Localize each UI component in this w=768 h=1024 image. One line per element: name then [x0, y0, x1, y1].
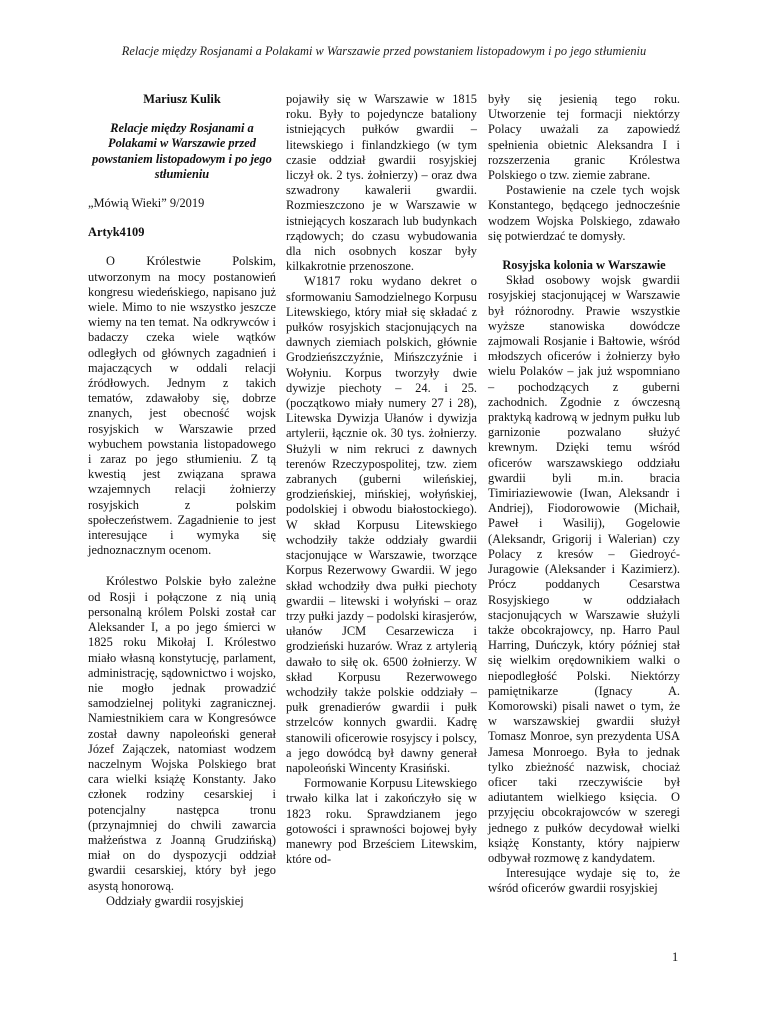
paragraph: Oddziały gwardii rosyjskiej	[106, 893, 244, 908]
page-number: 1	[672, 950, 679, 964]
column-3	[488, 92, 680, 897]
column-2	[286, 92, 477, 867]
paragraph: były się jesienią tego roku. Utworzenie tej formacji niektórzy Polacy uważali za zapowiedź spełnienia obietnic Aleksandra I i rozszerzenia granic Królestwa Polskiego o tzw. ziemie zabrane.	[488, 92, 680, 183]
paragraph: Formowanie Korpusu Litewskiego trwało kilka lat i zakończyło się w 1823 roku. Sprawdzianem jego gotowości i sprawności bojowej były manewry pod Brześciem Litewskim, które od-	[286, 776, 477, 867]
article-title: Relacje między Rosjanami a Polakami w Warszawie przed powstaniem listopadowym i po jego stłumieniu	[92, 121, 272, 181]
paragraph: Postawienie na czele tych wojsk Konstantego, będącego jednocześnie wodzem Wojska Polskiego, zdawało się potwierdzać te domysły.	[488, 183, 680, 243]
paragraph: W1817 roku wydano dekret o sformowaniu Samodzielnego Korpusu Litewskiego, który miał się składać z pułków rosyjskich stacjonujących na dawnych ziemiach polskich, głównie Grodzieńszczyźnie, Mińszczyźnie i Wołyniu. Korpus tworzyły dwie dywizje piechoty – 24. i 25. (początkowo miały numery 27 i 28), Litewska Dywizja Ułanów i dywizja artylerii, łącznie ok. 30 tys. żołnierzy. Służyli w nim rekruci z dawnych terenów Rzeczypospolitej, tzw. ziem zabranych (guberni wileńskiej, grodzieńskiej, mińskiej, wołyńskiej, podolskiej i obwodu białostockiego). W skład Korpusu Litewskiego wchodziły także oddziały gwardii stacjonujące w Warszawie, tworzące Korpus Rezerwowy Gwardii. W jego skład wchodziły dwa pułki piechoty gwardii – litewski i wołyński – oraz trzy pułki jazdy – podolski kirasjerów, ułanów JCM Cesarzewicza i grodzieński huzarów. Wraz z artylerią dawało to siłę ok. 6500 żołnierzy. W skład Korpusu Rezerwowego wchodziły także polskie oddziały – pułk grenadierów gwardii i pułk strzelców konnych gwardii. Kadrę stanowili oficerowie rosyjscy i polscy, a jego dowódcą był dawny generał napoleoński Wincenty Krasiński.	[286, 274, 477, 775]
paragraph: Królestwo Polskie było zależne od Rosji i połączone z nią unią personalną królem Polski został car Aleksander I, a po jego śmierci w 1825 roku Mikołaj I. Królestwo miało własną konstytucję, parlament, administrację, sądownictwo i wojsko, nie mogło jednak prowadzić samodzielnej polityki zagranicznej. Namiestnikiem cara w Kongresówce został dawny napoleoński generał Józef Zajączek, natomiast wodzem naczelnym Wojska Polskiego brat cara wielki książę Konstanty. Jako członek rodziny cesarskiej i potencjalny następca tronu (przynajmniej do chwili zawarcia małżeństwa z Joanną Grudzińską) miał on do dyspozycji oddział gwardii cesarskiej, który był jego asystą honorową.	[88, 574, 276, 893]
section-heading: Rosyjska kolonia w Warszawie	[502, 258, 666, 273]
article-source: „Mówią Wieki” 9/2019	[88, 196, 205, 211]
article-id: Artyk4109	[88, 225, 145, 240]
paragraph: Interesujące wydaje się to, że wśród oficerów gwardii rosyjskiej	[488, 866, 680, 896]
paragraph: Skład osobowy wojsk gwardii rosyjskiej stacjonującej w Warszawie był różnorodny. Prawie wszystkie wyższe stanowiska dowódcze zajmowali Rosjanie i Bałtowie, wśród młodszych oficerów i żołnierzy było wielu Polaków – jak już wspomniano – pochodzących z guberni zachodnich. Zgodnie z ówczesną praktyką kadrową w jednym pułku lub garnizonie pozwalano służyć krewnym. Dzięki temu wśród oficerów warszawskiego oddziału gwardii byli m.in. bracia Timiriaziewowie (Iwan, Aleksandr i Andriej), Fiodorowowie (Michaił, Paweł i Wasilij), Gogelowie (Aleksandr, Grigorij i Walerian) czy Polacy z kresów – Giedroyć-Juragowie (Aleksander i Kazimierz). Prócz poddanych Cesarstwa Rosyjskiego w oddziałach stacjonujących w Warszawie służyli także obcokrajowcy, np. Harro Paul Harring, Duńczyk, który później stał się wielkim orędownikiem walki o niepodległość Polski. Niektórzy pamiętnikarze (Ignacy A. Komorowski) pisali nawet o tym, że w warszawskiej gwardii służył Tomasz Monroe, syn prezydenta USA Jamesa Monroego. Była to jednak tylko zbieżność nazwisk, chociaż oficer taki rzeczywiście był adiutantem wielkiego księcia. O przyjęciu obcokrajowców w szeregi jednego z pułków decydował wielki książę Konstanty, który najpierw odbywał rozmowę z kandydatem.	[488, 273, 680, 865]
author-name: Mariusz Kulik	[143, 92, 221, 106]
paragraph: pojawiły się w Warszawie w 1815 roku. Były to pojedyncze bataliony istniejących pułków gwardii – litewskiego i finlandzkiego (w tym czasie oddział gwardii rosyjskiej liczył ok. 2 tys. żołnierzy) – oraz dwa szwadrony kawalerii gwardii. Rozmieszczono je w Warszawie w istniejących koszarach lub budynkach rządowych; do czasu wybudowania dla nich osobnych koszar były kilkakrotnie przenoszone.	[286, 92, 477, 274]
column-1	[88, 92, 276, 909]
running-header: Relacje między Rosjanami a Polakami w Warszawie przed powstaniem listopadowym i po jego stłumieniu	[121, 44, 647, 58]
paragraph: O Królestwie Polskim, utworzonym na mocy postanowień kongresu wiedeńskiego, napisano już wiele. Mimo to nie wszystko jeszcze wiemy na ten temat. Na odkrywców i badaczy czeka wiele wątków odległych od głównych zagadnień i majaczących w oddali relacji źródłowych. Jednym z takich tematów, zdawałoby się, dobrze znanych, jest obecność wojsk rosyjskich w Warszawie przed wybuchem powstania listopadowego i zaraz po jego stłumieniu. Z tą kwestią jest związana sprawa wzajemnych relacji żołnierzy rosyjskich z polskim społeczeństwem. Zagadnienie to jest interesujące i wymyka się jednoznacznym ocenom.	[88, 254, 276, 558]
